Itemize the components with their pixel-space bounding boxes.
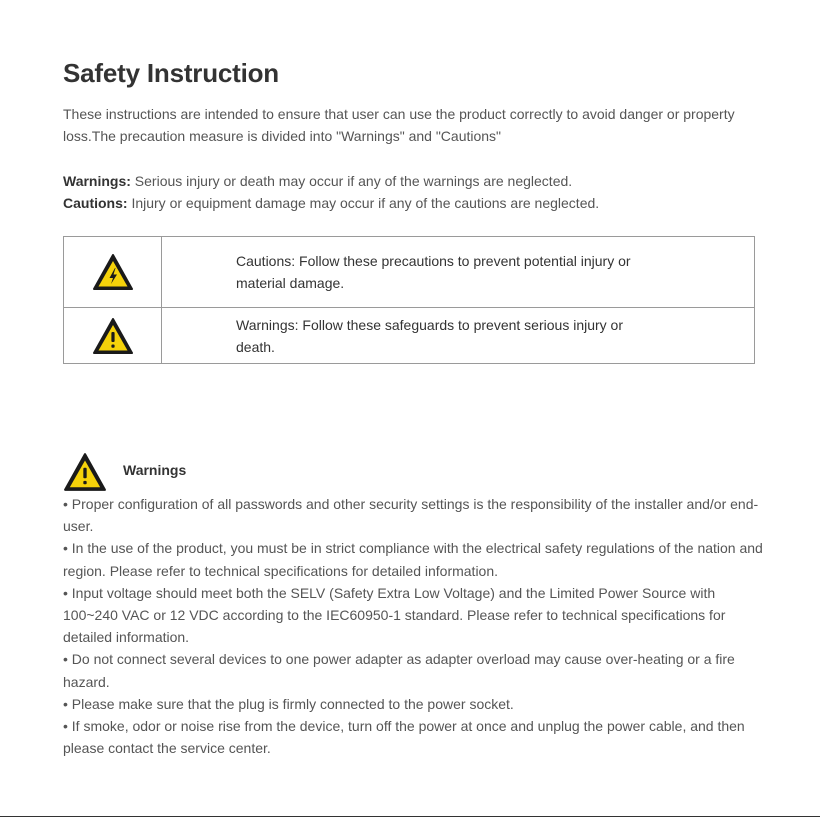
cautions-definition (63, 192, 763, 214)
definitions-block (63, 170, 763, 214)
list-item: • Do not connect several devices to one power adapter as adapter overload may cause over-heating or a fire hazard. (63, 651, 735, 690)
list-item: • If smoke, odor or noise rise from the device, turn off the power at once and unplug the power cable, and then please contact the service center. (63, 718, 745, 757)
legend-icon-cell (64, 308, 162, 364)
cautions-term: Cautions: (63, 195, 128, 211)
electric-hazard-icon (92, 253, 134, 291)
list-item: • In the use of the product, you must be in strict compliance with the electrical safety regulations of the nation and region. Please refer to technical specifications for detailed information. (63, 540, 763, 579)
intro-paragraph: These instructions are intended to ensure that user can use the product correctly to avoid danger or property loss.The precaution measure is divided into "Warnings" and "Cautions" (63, 106, 735, 144)
legend-row-cautions (64, 237, 755, 308)
warnings-list (63, 493, 763, 759)
warnings-definition-text: Serious injury or death may occur if any of the warnings are neglected. (130, 173, 573, 189)
list-item: • Proper configuration of all passwords and other security settings is the responsibility of the installer and/or end-user. (63, 496, 759, 535)
list-item: • Input voltage should meet both the SELV (Safety Extra Low Voltage) and the Limited Power Source with 100~240 VAC or 12 VDC according to the IEC60950-1 standard. Please refer to technical specifications for detailed information. (63, 584, 726, 646)
warnings-section-header (63, 452, 463, 492)
list-item: • Please make sure that the plug is firmly connected to the power socket. (63, 695, 514, 712)
exclamation-warning-icon (63, 452, 107, 492)
legend-text-cell: Cautions: Follow these precautions to prevent potential injury or material damage. (162, 237, 755, 308)
cautions-definition-text: Injury or equipment damage may occur if any of the cautions are neglected. (127, 195, 600, 211)
legend-row-warnings (64, 308, 755, 364)
legend-icon-cell (64, 237, 162, 308)
page-bottom-rule (0, 816, 820, 817)
warnings-definition (63, 170, 763, 192)
exclamation-warning-icon (92, 317, 134, 355)
warnings-heading: Warnings (123, 462, 187, 478)
legend-text-cell: Warnings: Follow these safeguards to prevent serious injury or death. (162, 308, 755, 364)
warnings-term: Warnings: (63, 173, 131, 189)
symbol-legend-table (63, 236, 755, 364)
page-title: Safety Instruction (63, 58, 279, 88)
